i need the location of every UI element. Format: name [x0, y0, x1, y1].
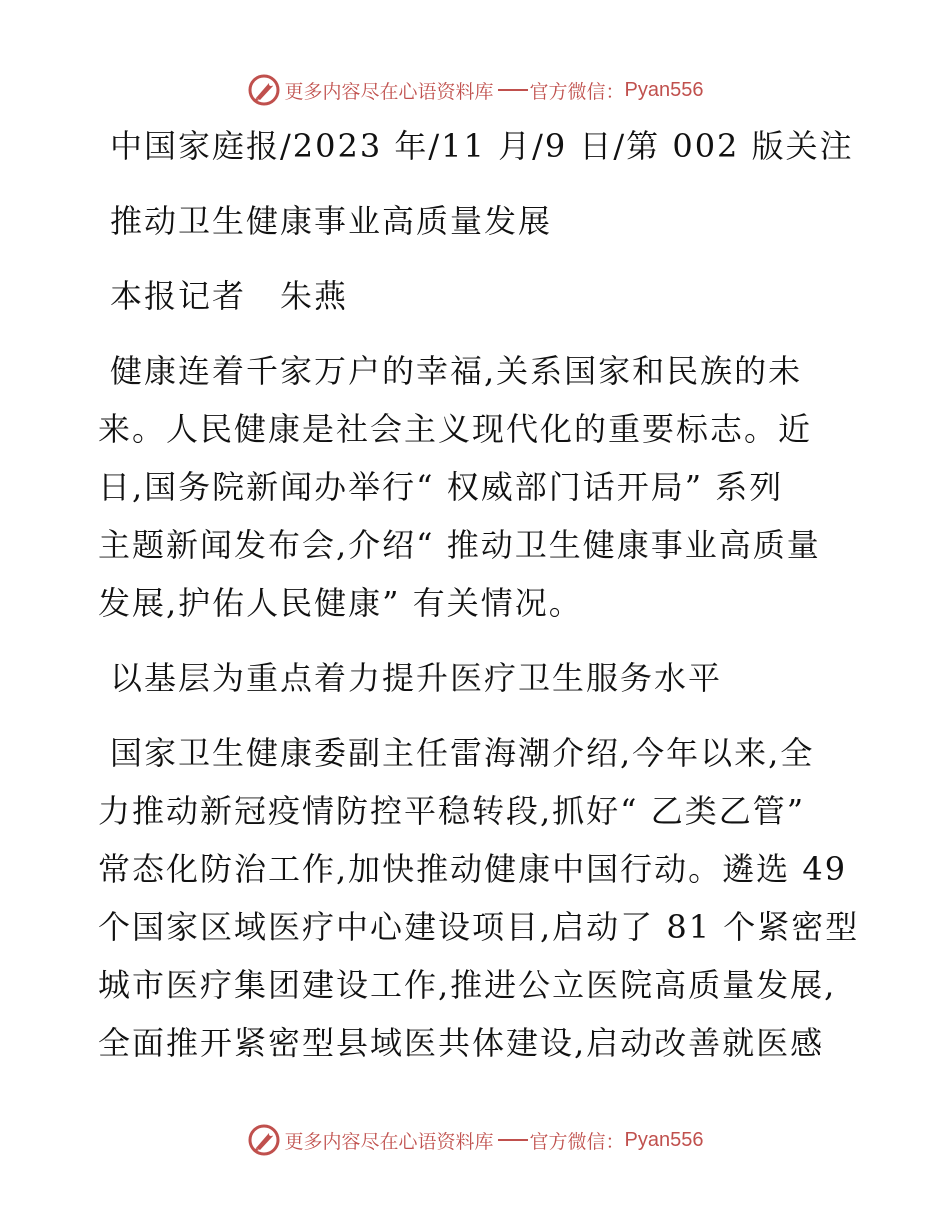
paragraph-line: 国家卫生健康委副主任雷海潮介绍,今年以来,全 [110, 734, 815, 772]
paragraph-line: 全面推开紧密型县域医共体建设,启动改善就医感 [98, 1024, 825, 1062]
paragraph-line: 来。人民健康是社会主义现代化的重要标志。近 [98, 410, 813, 448]
paragraph-line: 主题新闻发布会,介绍“ 推动卫生健康事业高质量 [98, 526, 821, 564]
watermark-text: 更多内容尽在心语资料库 [284, 80, 494, 103]
section-subheading: 以基层为重点着力提升医疗卫生服务水平 [110, 659, 723, 697]
dateline: 中国家庭报/2023 年/11 月/9 日/第 002 版关注 [110, 127, 854, 165]
watermark-text: 更多内容尽在心语资料库 [284, 1130, 494, 1153]
paragraph-line: 发展,护佑人民健康” 有关情况。 [98, 584, 583, 622]
watermark-dash [498, 1139, 528, 1141]
paragraph-line: 城市医疗集团建设工作,推进公立医院高质量发展, [98, 966, 837, 1004]
paragraph-line: 力推动新冠疫情防控平稳转段,抓好“ 乙类乙管” [98, 792, 806, 830]
paragraph-line: 日,国务院新闻办举行“ 权威部门话开局” 系列 [98, 468, 784, 506]
paragraph-line: 个国家区域医疗中心建设项目,启动了 81 个紧密型 [98, 908, 860, 946]
byline: 本报记者 朱燕 [110, 277, 349, 315]
watermark-wechat-id: Pyan556 [624, 78, 704, 101]
pen-logo-icon [247, 73, 281, 107]
watermark-banner-top [0, 70, 950, 110]
watermark-banner-bottom [0, 1120, 950, 1160]
watermark-wechat-label: 官方微信： [529, 80, 625, 103]
paragraph-line: 健康连着千家万户的幸福,关系国家和民族的未 [110, 352, 803, 390]
watermark-wechat-label: 官方微信： [529, 1130, 625, 1153]
article-title: 推动卫生健康事业高质量发展 [110, 202, 553, 240]
watermark-dash [498, 89, 528, 91]
pen-logo-icon [247, 1123, 281, 1157]
watermark-wechat-id: Pyan556 [624, 1128, 704, 1151]
paragraph-line: 常态化防治工作,加快推动健康中国行动。遴选 49 [98, 850, 848, 888]
